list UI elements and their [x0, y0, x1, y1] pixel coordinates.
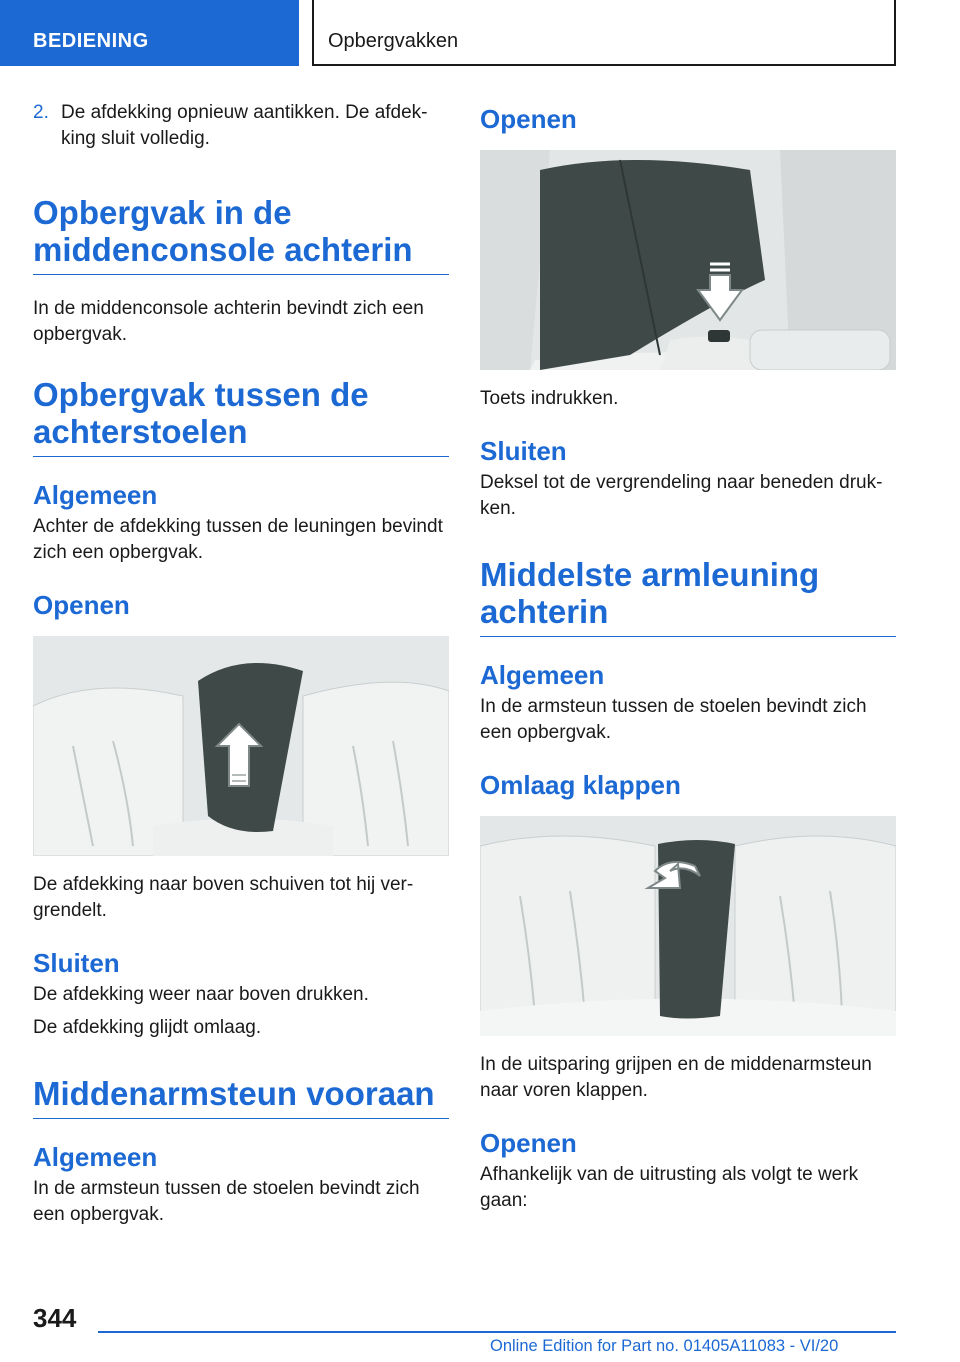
paragraph-openen-b: Afhankelijk van de uitrusting als volgt te werk gaan: [480, 1164, 859, 1211]
heading-middelste-armleuning: Middelste armleuning achterin [480, 556, 896, 637]
subheading-algemeen: Algemeen [33, 480, 158, 510]
page-header [0, 0, 960, 66]
left-column [33, 100, 449, 1228]
heading-middenconsole: Opbergvak in de middenconsole achterin [33, 194, 449, 275]
step-item [33, 100, 449, 152]
step-number: 2. [33, 102, 49, 123]
paragraph-algemeen-right: In de armsteun tussen de stoelen bevindt zich een opbergvak. [480, 696, 867, 743]
footer-divider [98, 1331, 896, 1333]
paragraph-sluiten-right: Deksel tot de vergrendeling naar beneden druk-ken. [480, 472, 883, 519]
paragraph-algemeen-c: In de armsteun tussen de stoelen bevindt zich een opbergvak. [33, 1178, 420, 1225]
figure-rear-cover-slide-up [33, 636, 449, 856]
paragraph-sluiten-2: De afdekking glijdt omlaag. [33, 1017, 262, 1038]
caption-openen-right: Toets indrukken. [480, 388, 619, 409]
section-tab: BEDIENING [0, 0, 299, 66]
figure-armrest-fold-down [480, 816, 896, 1036]
subheading-algemeen-c: Algemeen [33, 1142, 158, 1172]
subheading-openen-b: Openen [480, 1128, 577, 1158]
footer-edition: Online Edition for Part no. 01405A11083 - VI/20 [490, 1337, 839, 1355]
chapter-title: Opbergvakken [312, 0, 896, 66]
subheading-sluiten: Sluiten [33, 948, 120, 978]
paragraph-algemeen: Achter de afdekking tussen de leuningen bevindt zich een opbergvak. [33, 516, 443, 563]
step-text: De afdekking opnieuw aantikken. De afdek-king sluit volledig. [61, 102, 428, 149]
heading-achterstoelen: Opbergvak tussen de achterstoelen [33, 376, 449, 457]
heading-middenarmsteun: Middenarmsteun vooraan [33, 1075, 449, 1119]
subheading-omlaag-klappen: Omlaag klappen [480, 770, 681, 800]
caption-openen: De afdekking naar boven schuiven tot hij ver-grendelt. [33, 874, 414, 921]
right-column [480, 100, 896, 1214]
figure-console-button [480, 150, 896, 370]
subheading-openen-right: Openen [480, 104, 577, 134]
paragraph-sluiten-1: De afdekking weer naar boven drukken. [33, 984, 369, 1005]
paragraph-middenconsole: In de middenconsole achterin bevindt zich een opbergvak. [33, 298, 424, 345]
subheading-algemeen-right: Algemeen [480, 660, 605, 690]
page-number: 344 [33, 1303, 77, 1333]
subheading-sluiten-right: Sluiten [480, 436, 567, 466]
subheading-openen: Openen [33, 590, 130, 620]
caption-omlaag-klappen: In de uitsparing grijpen en de middenarmsteun naar voren klappen. [480, 1054, 872, 1101]
